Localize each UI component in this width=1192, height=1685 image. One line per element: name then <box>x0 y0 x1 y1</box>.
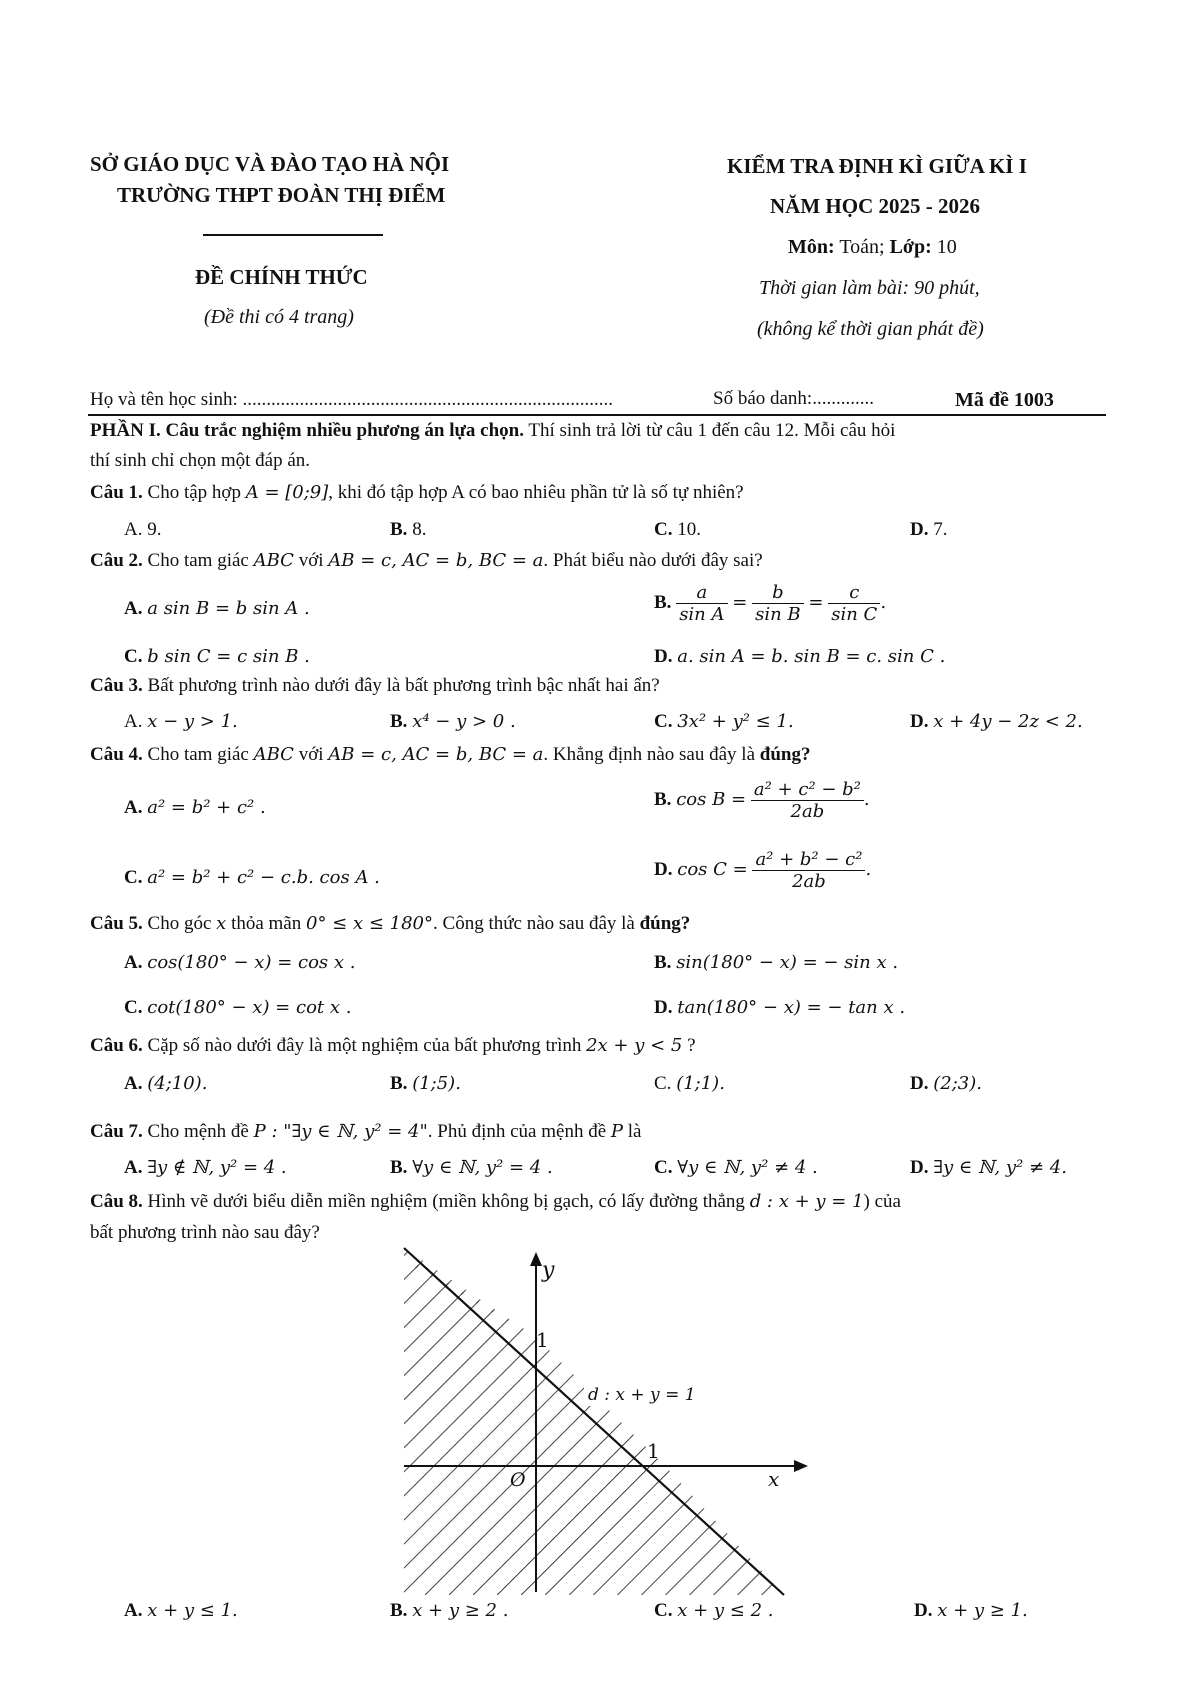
q1-option-c[interactable]: C. 10. <box>654 519 701 540</box>
subject-line <box>788 236 957 259</box>
student-id-line: Số báo danh:............. <box>713 388 874 409</box>
q4-option-d[interactable]: D. cos C = $\frac{\text{a² + b² − c²}}{2ab}$ . <box>654 849 872 892</box>
question-7: Câu 7. Cho mệnh đề P : "∃y ∈ ℕ, y² = 4". Phủ định của mệnh đề P là <box>90 1121 642 1142</box>
official-title: ĐỀ CHÍNH THỨC <box>195 265 368 289</box>
question-1-text-2: , khi đó tập hợp A có bao nhiêu phần tử là số tự nhiên? <box>328 482 744 503</box>
question-6-label: Câu 6. <box>90 1035 143 1056</box>
q2-option-d[interactable]: D. a. sin A = b. sin B = c. sin C . <box>654 646 946 667</box>
question-1-text: Cho tập hợp <box>147 482 241 503</box>
q2-option-c[interactable]: C. b sin C = c sin B . <box>124 646 310 667</box>
exam-title: KIỂM TRA ĐỊNH KÌ GIỮA KÌ I <box>727 154 1027 178</box>
question-3-label: Câu 3. <box>90 675 143 696</box>
q8-option-b[interactable]: B. x + y ≥ 2 . <box>390 1600 509 1621</box>
q5-option-a[interactable]: A. cos(180° − x) = cos x . <box>124 952 356 973</box>
y-axis-label: y <box>542 1258 555 1283</box>
q5-option-d[interactable]: D. tan(180° − x) = − tan x . <box>654 997 906 1018</box>
grade-label: Lớp: <box>889 236 932 258</box>
solution-region-figure <box>395 1240 815 1600</box>
y-tick-label: 1 <box>536 1328 549 1352</box>
question-8: Câu 8. Hình vẽ dưới biểu diễn miền nghiệm (miền không bị gạch, có lấy đường thẳng d : x + y = 1) của <box>90 1191 901 1212</box>
q6-option-a[interactable]: A. (4;10). <box>124 1073 208 1094</box>
x-tick-label: 1 <box>647 1439 660 1463</box>
q1-option-a[interactable]: A. 9. <box>124 519 162 540</box>
q7-option-a[interactable]: A. ∃y ∉ ℕ, y² = 4 . <box>124 1157 287 1178</box>
q7-option-d[interactable]: D. ∃y ∈ ℕ, y² ≠ 4. <box>910 1157 1067 1178</box>
question-8-label: Câu 8. <box>90 1191 143 1212</box>
x-axis-label: x <box>768 1467 780 1491</box>
part1-instructions-2: thí sinh chỉ chọn một đáp án. <box>90 450 311 471</box>
question-2: Câu 2. Cho tam giác ABC với AB = c, AC = b, BC = a. Phát biểu nào dưới đây sai? <box>90 550 763 571</box>
q3-option-b[interactable]: B. x⁴ − y > 0 . <box>390 711 516 732</box>
header-divider <box>203 234 383 236</box>
subject-label: Môn: <box>788 236 835 258</box>
school-name: TRƯỜNG THPT ĐOÀN THỊ ĐIỂM <box>117 183 446 207</box>
x-axis-arrow <box>794 1460 808 1472</box>
question-1 <box>90 482 744 504</box>
grade-value: 10 <box>936 236 957 258</box>
question-1-math: A = [0;9] <box>245 482 329 503</box>
q6-option-b[interactable]: B. (1;5). <box>390 1073 461 1094</box>
q5-option-b[interactable]: B. sin(180° − x) = − sin x . <box>654 952 899 973</box>
time-note: (không kể thời gian phát đề) <box>757 318 984 340</box>
line-d-label: d : x + y = 1 <box>588 1385 696 1405</box>
q8-option-a[interactable]: A. x + y ≤ 1. <box>124 1600 238 1621</box>
q1-option-b[interactable]: B. 8. <box>390 519 427 540</box>
question-4: Câu 4. Cho tam giác ABC với AB = c, AC = b, BC = a. Khẳng định nào sau đây là đúng? <box>90 744 811 765</box>
q4-option-a[interactable]: A. a² = b² + c² . <box>124 797 266 818</box>
pages-note: (Đề thi có 4 trang) <box>204 306 354 328</box>
part1-instructions: Thí sinh trả lời từ câu 1 đến câu 12. Mỗi câu hỏi <box>528 420 896 441</box>
q8-option-d[interactable]: D. x + y ≥ 1. <box>914 1600 1028 1621</box>
q2-option-b[interactable]: B. $\frac{a}{\text{sin A}}$ = $\frac{b}{\text{sin B}}$ = $\frac{c}{\text{sin C}}$ . <box>654 582 887 625</box>
student-divider <box>88 414 1106 416</box>
q7-option-c[interactable]: C. ∀y ∈ ℕ, y² ≠ 4 . <box>654 1157 818 1178</box>
question-4-label: Câu 4. <box>90 744 143 765</box>
question-7-label: Câu 7. <box>90 1121 143 1142</box>
school-year: NĂM HỌC 2025 - 2026 <box>770 194 980 218</box>
q1-option-d[interactable]: D. 7. <box>910 519 948 540</box>
q3-option-c[interactable]: C. 3x² + y² ≤ 1. <box>654 711 794 732</box>
q5-option-c[interactable]: C. cot(180° − x) = cot x . <box>124 997 352 1018</box>
q3-option-a[interactable]: A. x − y > 1. <box>124 711 238 732</box>
exam-code-label: Mã đề <box>955 389 1009 411</box>
q6-option-c[interactable]: C. (1;1). <box>654 1073 725 1094</box>
origin-label: O <box>510 1469 526 1491</box>
subject-value: Toán; <box>839 236 885 258</box>
q6-option-d[interactable]: D. (2;3). <box>910 1073 982 1094</box>
q2-option-a[interactable]: A. a sin B = b sin A . <box>124 598 310 619</box>
y-axis-arrow <box>530 1252 542 1266</box>
question-8-line-2: bất phương trình nào sau đây? <box>90 1222 320 1243</box>
question-1-label: Câu 1. <box>90 482 143 503</box>
department-name: SỞ GIÁO DỤC VÀ ĐÀO TẠO HÀ NỘI <box>90 152 450 176</box>
student-name-line: Họ và tên học sinh: .............................................................................. <box>90 389 614 410</box>
q7-option-b[interactable]: B. ∀y ∈ ℕ, y² = 4 . <box>390 1157 553 1178</box>
question-2-label: Câu 2. <box>90 550 143 571</box>
q3-option-d[interactable]: D. x + 4y − 2z < 2. <box>910 711 1083 732</box>
q8-option-c[interactable]: C. x + y ≤ 2 . <box>654 1600 774 1621</box>
question-5-label: Câu 5. <box>90 913 143 934</box>
exam-code <box>955 389 1054 412</box>
part1-heading <box>90 420 895 442</box>
question-6: Câu 6. Cặp số nào dưới đây là một nghiệm của bất phương trình 2x + y < 5 ? <box>90 1035 696 1056</box>
q4-option-c[interactable]: C. a² = b² + c² − c.b. cos A . <box>124 867 380 888</box>
exam-code-value: 1003 <box>1013 389 1054 411</box>
question-5: Câu 5. Cho góc x thỏa mãn 0° ≤ x ≤ 180°. Công thức nào sau đây là đúng? <box>90 913 691 934</box>
question-3: Câu 3. Bất phương trình nào dưới đây là bất phương trình bậc nhất hai ẩn? <box>90 675 660 696</box>
part1-title: PHẦN I. Câu trắc nghiệm nhiều phương án lựa chọn. <box>90 420 524 441</box>
q4-option-b[interactable]: B. cos B = $\frac{\text{a² + c² − b²}}{2ab}$ . <box>654 779 870 822</box>
time-line: Thời gian làm bài: 90 phút, <box>759 277 980 299</box>
